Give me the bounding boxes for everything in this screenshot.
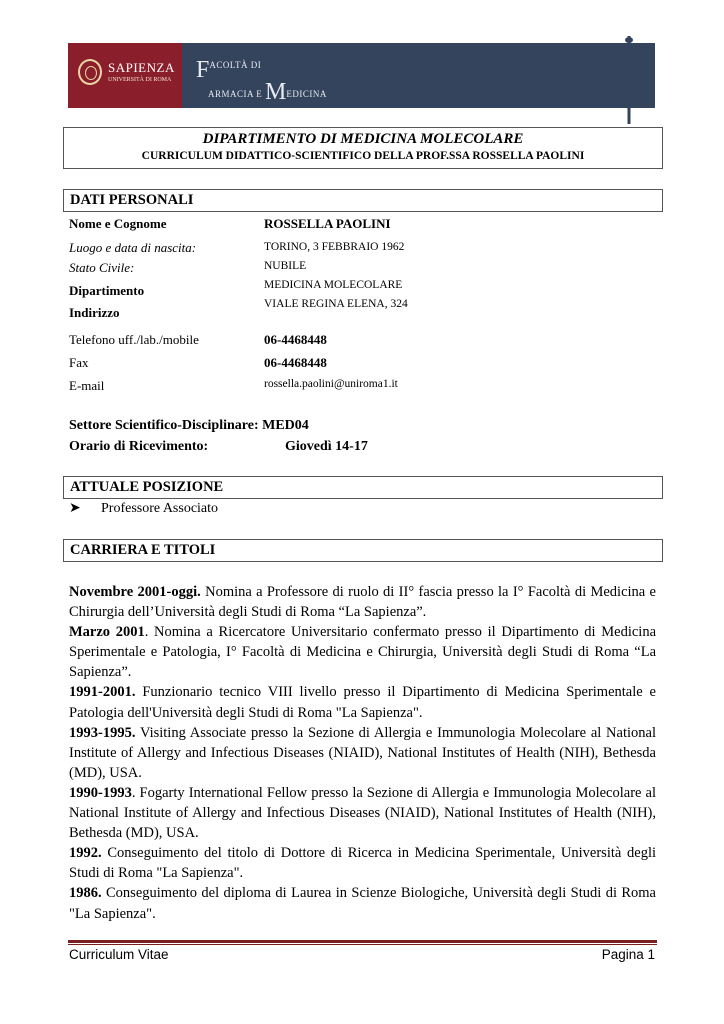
faculty-logo (182, 43, 655, 108)
career-text: Funzionario tecnico VIII livello presso il Dipartimento di Medicina Sperimentale e Patologia dell'Università degli Studi di Roma "La Sapienza". (69, 684, 656, 721)
section-career: CARRIERA E TITOLI (63, 539, 663, 562)
fax-label: Fax (69, 355, 89, 370)
university-name: SAPIENZA (108, 60, 175, 75)
civil-status-label: Stato Civile: (69, 260, 135, 275)
department-value: MEDICINA MOLECOLARE (264, 279, 403, 291)
phone-value: 06-4468448 (264, 332, 327, 347)
faculty-initial-m: M (265, 79, 287, 105)
name-value: ROSSELLA PAOLINI (264, 216, 391, 231)
position-item (69, 500, 218, 517)
phone-label: Telefono uff./lab./mobile (69, 332, 199, 347)
title-box (63, 127, 663, 169)
career-date: Marzo 2001 (69, 624, 145, 641)
arrow-bullet-icon: ➤ (69, 501, 81, 516)
career-text: Visiting Associate presso la Sezione di Allergia e Immunologia Molecolare al National Institute of Allergy and Infectious Diseases (NIAID), National Institutes of Health (NIH), Bethesda (MD), USA. (69, 724, 656, 781)
faculty-line2b: EDICINA (286, 89, 327, 99)
career-entry (69, 783, 656, 843)
career-date: 1993-1995. (69, 724, 136, 741)
address-value: VIALE REGINA ELENA, 324 (264, 298, 408, 310)
address-label: Indirizzo (69, 305, 120, 320)
position-text: Professore Associato (101, 501, 219, 516)
section-personal-data: DATI PERSONALI (63, 189, 663, 212)
career-entry (69, 582, 656, 622)
office-hours-value: Giovedì 14-17 (285, 439, 368, 454)
name-label: Nome e Cognome (69, 216, 167, 231)
civil-status-value: NUBILE (264, 260, 307, 272)
career-entry (69, 843, 656, 883)
footer-divider (68, 940, 657, 943)
career-date: 1990-1993 (69, 784, 132, 801)
birth-value: TORINO, 3 FEBBRAIO 1962 (264, 241, 405, 253)
cv-subtitle: CURRICULUM DIDATTICO-SCIENTIFICO DELLA PROF.SSA ROSSELLA PAOLINI (141, 150, 585, 162)
section-current-position: ATTUALE POSIZIONE (63, 476, 663, 499)
page-number: Pagina 1 (601, 947, 655, 962)
department-label: Dipartimento (69, 283, 145, 298)
scientific-sector: Settore Scientifico-Disciplinare: MED04 (69, 418, 309, 433)
career-list (69, 582, 656, 924)
career-entry (69, 723, 656, 783)
office-hours-label: Orario di Ricevimento: (69, 439, 209, 454)
faculty-line1: ACOLTÀ DI (209, 60, 262, 70)
career-date: 1992. (69, 845, 102, 862)
career-text: . Nomina a Ricercatore Universitario confermato presso il Dipartimento di Medicina Sperimentale e Patologia, I° Facoltà di Medicina e Chirurgia, Università degli Studi di Roma “La Sapienza”. (69, 624, 657, 681)
university-logo (68, 43, 182, 108)
footer-title: Curriculum Vitae (69, 947, 169, 962)
university-subtitle: UNIVERSITÀ DI ROMA (108, 77, 172, 83)
career-date: Novembre 2001-oggi. (69, 584, 201, 600)
career-date: 1986. (69, 885, 102, 902)
department-title: DIPARTIMENTO DI MEDICINA MOLECOLARE (202, 131, 524, 147)
fax-value: 06-4468448 (264, 355, 327, 370)
email-value[interactable]: rossella.paolini@uniroma1.it (264, 378, 398, 390)
career-text: . Fogarty International Fellow presso la Sezione di Allergia e Immunologia Molecolare al National Institute of Allergy and Infectious Diseases (NIAID), National Institutes of Health (NIH), Bethesda (MD), USA. (69, 784, 656, 842)
career-entry (69, 682, 656, 722)
faculty-line2a: ARMACIA E (208, 89, 266, 99)
career-entry (69, 883, 656, 923)
career-entry (69, 622, 656, 682)
footer-divider-thin (68, 944, 657, 945)
career-date: 1991-2001. (69, 684, 136, 701)
career-text: Nomina a Professore di ruolo di II° fascia presso la I° Facoltà di Medicina e Chirurgia dell’Università degli Studi di Roma “La Sapienza”. (69, 584, 656, 621)
email-label: E-mail (69, 378, 105, 393)
career-text: Conseguimento del diploma di Laurea in Scienze Biologiche, Università degli Studi di Roma "La Sapienza". (69, 885, 656, 922)
caduceus-icon (618, 34, 640, 126)
birth-label: Luogo e data di nascita: (69, 240, 197, 255)
university-seal-icon (78, 59, 102, 85)
faculty-initial-f: F (196, 57, 210, 83)
career-text: Conseguimento del titolo di Dottore di Ricerca in Medicina Sperimentale, Università degli Studi di Roma "La Sapienza". (69, 845, 656, 882)
header-banner (68, 43, 655, 108)
